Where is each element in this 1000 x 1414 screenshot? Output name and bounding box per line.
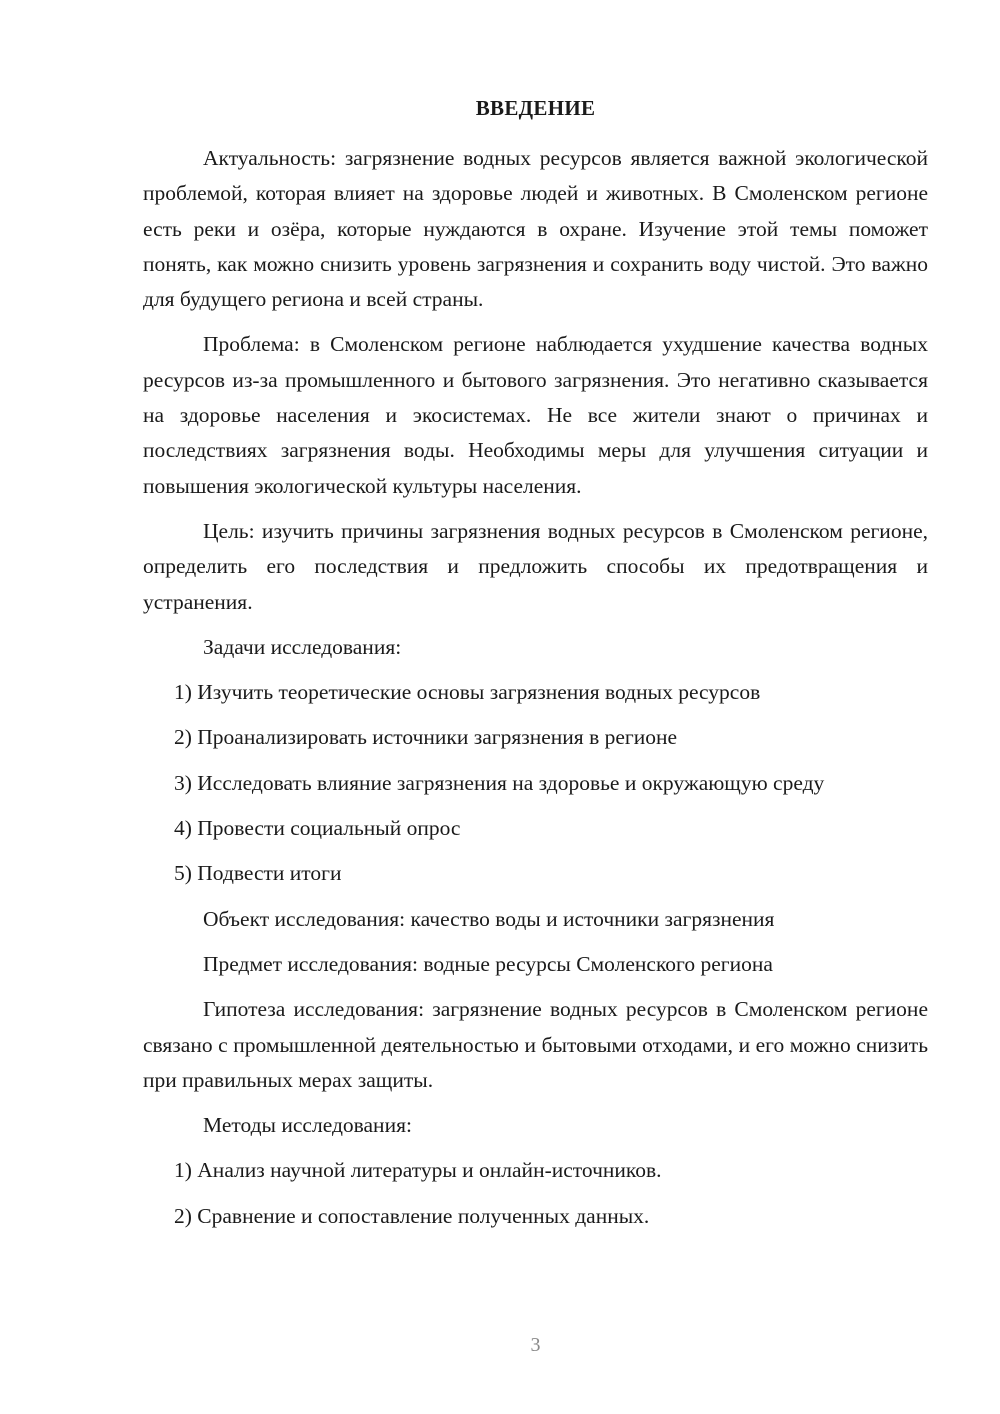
task-item: 1) Изучить теоретические основы загрязнения водных ресурсов — [174, 680, 761, 705]
relevance-paragraph: Актуальность: загрязнение водных ресурсов является важной экологической проблемой, которая влияет на здоровье людей и животных. В Смоленском регионе есть реки и озёра, которые нуждаются в охране. Изучение этой темы поможет понять, как можно снизить уровень загрязнения и сохранить воду чистой. Это важно для будущего региона и всей страны. — [143, 146, 928, 312]
task-item: 2) Проанализировать источники загрязнения в регионе — [174, 725, 678, 750]
method-item: 1) Анализ научной литературы и онлайн-источников. — [174, 1158, 662, 1183]
task-item: 5) Подвести итоги — [174, 861, 342, 886]
hypothesis-paragraph: Гипотеза исследования: загрязнение водных ресурсов в Смоленском регионе связано с промышленной деятельностью и бытовыми отходами, и его можно снизить при правильных мерах защиты. — [143, 997, 928, 1092]
document-page — [143, 0, 928, 1414]
page-title: ВВЕДЕНИЕ — [475, 96, 596, 120]
task-item: 4) Провести социальный опрос — [174, 816, 461, 841]
object-line: Объект исследования: качество воды и источники загрязнения — [203, 906, 775, 931]
methods-heading: Методы исследования: — [203, 1113, 412, 1138]
goal-paragraph: Цель: изучить причины загрязнения водных ресурсов в Смоленском регионе, определить его последствия и предложить способы их предотвращения и устранения. — [143, 518, 928, 614]
tasks-heading: Задачи исследования: — [203, 634, 402, 659]
problem-paragraph: Проблема: в Смоленском регионе наблюдается ухудшение качества водных ресурсов из-за промышленного и бытового загрязнения. Это негативно сказывается на здоровье населения и экосистемах. Не все жители знают о причинах и последствиях загрязнения воды. Необходимы меры для улучшения ситуации и повышения экологической культуры населения. — [143, 332, 928, 498]
page-number: 3 — [530, 1334, 541, 1356]
subject-line: Предмет исследования: водные ресурсы Смоленского региона — [203, 951, 773, 976]
method-item: 2) Сравнение и сопоставление полученных данных. — [174, 1203, 650, 1228]
document-body — [143, 141, 928, 1234]
task-item: 3) Исследовать влияние загрязнения на здоровье и окружающую среду — [174, 770, 825, 795]
